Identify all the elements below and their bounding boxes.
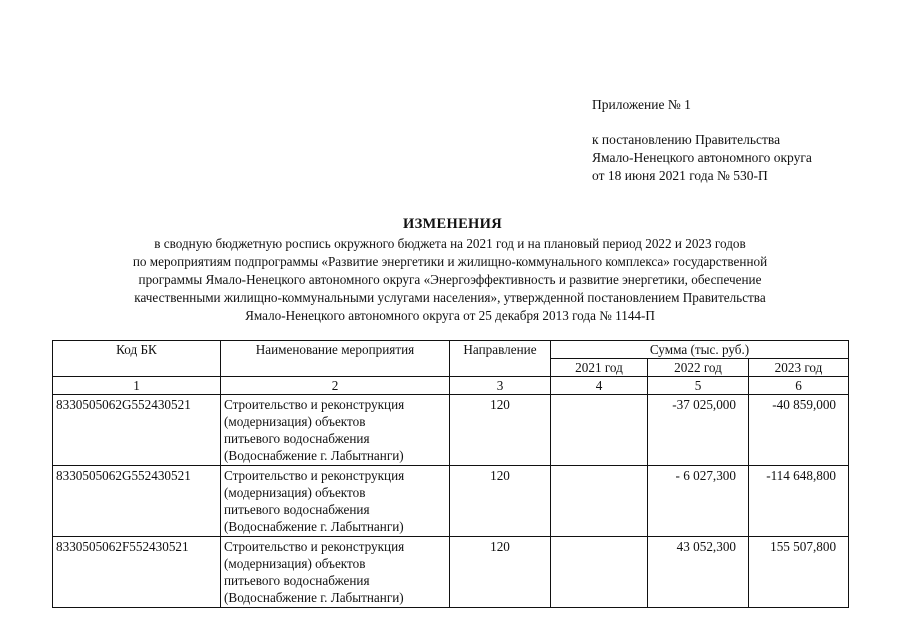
cell-direction: 120 <box>450 537 551 608</box>
header-sum: Сумма (тыс. руб.) <box>551 341 849 359</box>
cell-2022: - 6 027,300 <box>648 466 749 537</box>
cell-name-line: (модернизация) объектов <box>224 556 366 571</box>
cell-name-line: (модернизация) объектов <box>224 414 366 429</box>
cell-name-line: питьевого водоснабжения <box>224 431 370 446</box>
header-direction: Направление <box>450 341 551 377</box>
cell-2021 <box>551 466 648 537</box>
cell-name-line: Строительство и реконструкция <box>224 539 405 554</box>
cell-name-line: (Водоснабжение г. Лабытнанги) <box>224 519 404 534</box>
cell-code: 8330505062F552430521 <box>53 537 221 608</box>
cell-name-line: (Водоснабжение г. Лабытнанги) <box>224 590 404 605</box>
cell-2022: 43 052,300 <box>648 537 749 608</box>
column-number: 3 <box>450 377 551 395</box>
document-title: ИЗМЕНЕНИЯ <box>403 216 502 232</box>
header-year-2021: 2021 год <box>551 359 648 377</box>
cell-direction: 120 <box>450 395 551 466</box>
appendix-line: от 18 июня 2021 года № 530-П <box>592 168 768 183</box>
appendix-line: Ямало-Ненецкого автономного округа <box>592 150 812 165</box>
cell-code: 8330505062G552430521 <box>53 466 221 537</box>
column-number: 6 <box>749 377 849 395</box>
cell-2023: 155 507,800 <box>749 537 849 608</box>
cell-2023: -40 859,000 <box>749 395 849 466</box>
appendix-line: к постановлению Правительства <box>592 132 781 147</box>
header-year-2023: 2023 год <box>749 359 849 377</box>
column-number: 1 <box>53 377 221 395</box>
cell-name <box>221 395 450 466</box>
cell-name-line: питьевого водоснабжения <box>224 502 370 517</box>
column-number: 5 <box>648 377 749 395</box>
header-name: Наименование мероприятия <box>221 341 450 377</box>
cell-name <box>221 537 450 608</box>
cell-code: 8330505062G552430521 <box>53 395 221 466</box>
subtitle-line: программы Ямало-Ненецкого автономного округа «Энергоэффективность и развитие энергетики, обеспечение <box>138 272 762 287</box>
cell-name-line: питьевого водоснабжения <box>224 573 370 588</box>
column-number: 2 <box>221 377 450 395</box>
column-numbers-row <box>53 377 849 395</box>
cell-2021 <box>551 537 648 608</box>
budget-changes-table <box>52 340 849 608</box>
table-row <box>53 537 849 608</box>
cell-name-line: (Водоснабжение г. Лабытнанги) <box>224 448 404 463</box>
cell-name-line: (модернизация) объектов <box>224 485 366 500</box>
appendix-spacer <box>592 114 812 131</box>
cell-name-line: Строительство и реконструкция <box>224 468 405 483</box>
column-number: 4 <box>551 377 648 395</box>
table-row <box>53 395 849 466</box>
cell-name-line: Строительство и реконструкция <box>224 397 405 412</box>
table-row <box>53 466 849 537</box>
cell-name <box>221 466 450 537</box>
header-code: Код БК <box>53 341 221 377</box>
cell-2021 <box>551 395 648 466</box>
subtitle-line: Ямало-Ненецкого автономного округа от 25 декабря 2013 года № 1144-П <box>245 308 655 323</box>
subtitle-line: по мероприятиям подпрограммы «Развитие энергетики и жилищно-коммунального комплекса» государственной <box>132 254 768 269</box>
cell-direction: 120 <box>450 466 551 537</box>
subtitle-line: качественными жилищно-коммунальными услугами населения», утвержденной постановлением Правительства <box>134 290 766 305</box>
appendix-number: Приложение № 1 <box>592 97 691 112</box>
subtitle-line: в сводную бюджетную роспись окружного бюджета на 2021 год и на плановый период 2022 и 2023 годов <box>154 236 746 251</box>
cell-2022: -37 025,000 <box>648 395 749 466</box>
document-subtitle <box>60 235 840 325</box>
header-year-2022: 2022 год <box>648 359 749 377</box>
appendix-block <box>592 96 812 185</box>
cell-2023: -114 648,800 <box>749 466 849 537</box>
